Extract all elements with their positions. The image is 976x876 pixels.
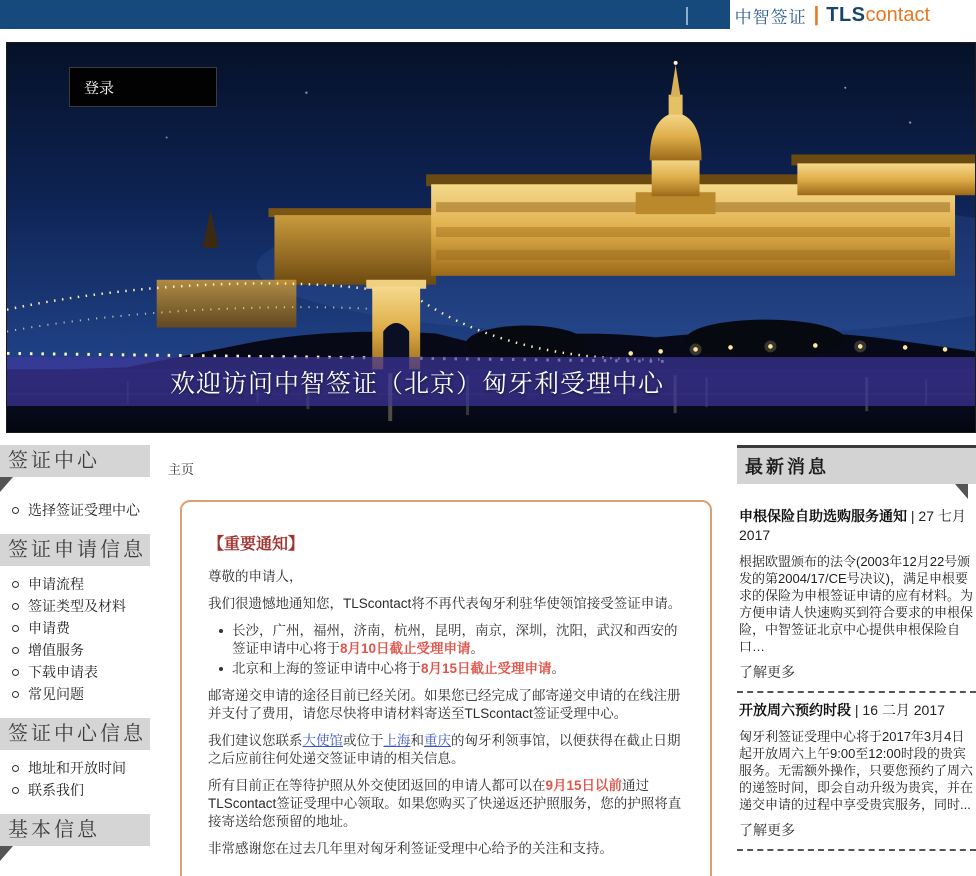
topbar-divider-line	[686, 7, 688, 25]
notice-paragraph-5: 非常感谢您在过去几年里对匈牙利签证受理中心给予的关注和支持。	[208, 841, 613, 856]
sidebar-item-application-process[interactable]: 申请流程	[0, 574, 150, 596]
fold-corner-icon	[0, 477, 13, 492]
notice-paragraph-4: 所有目前正在等待护照从外交使团返回的申请人都可以在9月15日以前通过TLScontact签证受理中心领取。如果您购买了快递返还护照服务，您的护照将直接寄送给您预留的地址。	[208, 778, 682, 829]
notice-salutation: 尊敬的申请人，	[208, 569, 303, 584]
welcome-banner	[7, 357, 975, 406]
notice-paragraph-1: 我们很遗憾地通知您，TLScontact将不再代表匈牙利驻华使领馆接受签证申请。	[208, 596, 682, 611]
left-sidebar	[0, 445, 150, 876]
top-blue-bar	[0, 0, 730, 29]
brand-tls: TLS	[826, 3, 866, 26]
news-header: 最新消息	[737, 445, 976, 484]
sidebar-item-choose-center[interactable]: 选择签证受理中心	[0, 500, 150, 522]
notice-paragraph-3: 我们建议您联系大使馆或位于上海和重庆的匈牙利领事馆，以便获得在截止日期之后应前往何处递交签证申请的相关信息。	[208, 733, 681, 766]
login-button-label: 登录	[84, 79, 115, 97]
sidebar-item-fees[interactable]: 申请费	[0, 618, 150, 640]
news-item-title[interactable]: 开放周六预约时段 | 16 二月 2017	[739, 702, 945, 718]
news-item-date: | 27 七月 2017	[739, 508, 966, 543]
news-item-body: 根据欧盟颁布的法令(2003年12月22号颁发的第2004/17/CE号决议)，满足申根要求的保险为申根签证申请的应有材料。为方便申请人快速购买到符合要求的申根保险，中智签证北京中心提供申根保险自口…	[739, 554, 974, 654]
sidebar-item-value-added-services[interactable]: 增值服务	[0, 640, 150, 662]
content-row	[0, 445, 976, 876]
news-divider	[737, 849, 976, 851]
news-divider	[737, 691, 976, 693]
sidebar-item-address-hours[interactable]: 地址和开放时间	[0, 758, 150, 780]
sidebar-item-faq[interactable]: 常见问题	[0, 684, 150, 706]
brand-chinese-name: 中智签证	[734, 7, 807, 27]
welcome-text: 欢迎访问中智签证（北京）匈牙利受理中心	[169, 369, 664, 398]
hero-banner	[6, 42, 976, 433]
news-item-date: | 16 二月 2017	[851, 702, 945, 718]
shanghai-link[interactable]: 上海	[383, 733, 411, 748]
sidebar-item-download-forms[interactable]: 下载申请表	[0, 662, 150, 684]
notice-bullet-list	[208, 622, 684, 678]
notice-paragraph-2: 邮寄递交申请的途径目前已经关闭。如果您已经完成了邮寄递交申请的在线注册并支付了费用，请您尽快将申请材料寄送至TLScontact签证受理中心。	[208, 688, 681, 721]
notice-title: 【重要通知】	[208, 536, 305, 553]
main-content	[163, 445, 718, 876]
deadline-sep-15: 9月15日以前	[545, 778, 623, 793]
chongqing-link[interactable]: 重庆	[424, 733, 451, 748]
important-notice-box	[180, 500, 712, 876]
read-more-link[interactable]: 了解更多	[739, 664, 795, 680]
news-item-title[interactable]: 申根保险自助选购服务通知 | 27 七月 2017	[739, 508, 966, 543]
embassy-link[interactable]: 大使馆	[302, 733, 343, 748]
notice-bullet-2: 北京和上海的签证申请中心将于8月15日截止受理申请。	[232, 660, 684, 678]
fold-corner-icon	[955, 484, 968, 499]
brand-divider: |	[813, 3, 820, 26]
login-button[interactable]	[69, 67, 217, 107]
sidebar-section-application-info: 签证申请信息	[0, 534, 150, 566]
news-sidebar	[737, 445, 976, 876]
sidebar-section-basic-info: 基本信息	[0, 814, 150, 846]
deadline-aug-10: 8月10日截止受理申请	[340, 641, 471, 656]
sidebar-item-contact-us[interactable]: 联系我们	[0, 780, 150, 802]
brand-logo[interactable]	[735, 2, 930, 28]
news-item-body: 匈牙利签证受理中心将于2017年3月4日起开放周六上午9:00至12:00时段的贵宾服务。无需额外操作，只要您预约了周六的递签时间，即会自动升级为贵宾，并在递交申请的过程中享受贵宾服务，同时...	[739, 729, 974, 812]
sidebar-section-center-info: 签证中心信息	[0, 718, 150, 750]
brand-contact: contact	[865, 3, 930, 26]
news-item	[737, 507, 976, 682]
fold-corner-icon	[0, 846, 13, 861]
breadcrumb: 主页	[168, 462, 195, 477]
sidebar-item-visa-types[interactable]: 签证类型及材料	[0, 596, 150, 618]
read-more-link[interactable]: 了解更多	[739, 822, 795, 838]
sidebar-section-visa-center: 签证中心	[0, 445, 150, 477]
deadline-aug-15: 8月15日截止受理申请	[421, 661, 552, 676]
notice-bullet-1: 长沙，广州，福州，济南，杭州，昆明，南京，深圳，沈阳，武汉和西安的签证申请中心将于8月10日截止受理申请。	[232, 622, 684, 658]
news-item	[737, 701, 976, 840]
